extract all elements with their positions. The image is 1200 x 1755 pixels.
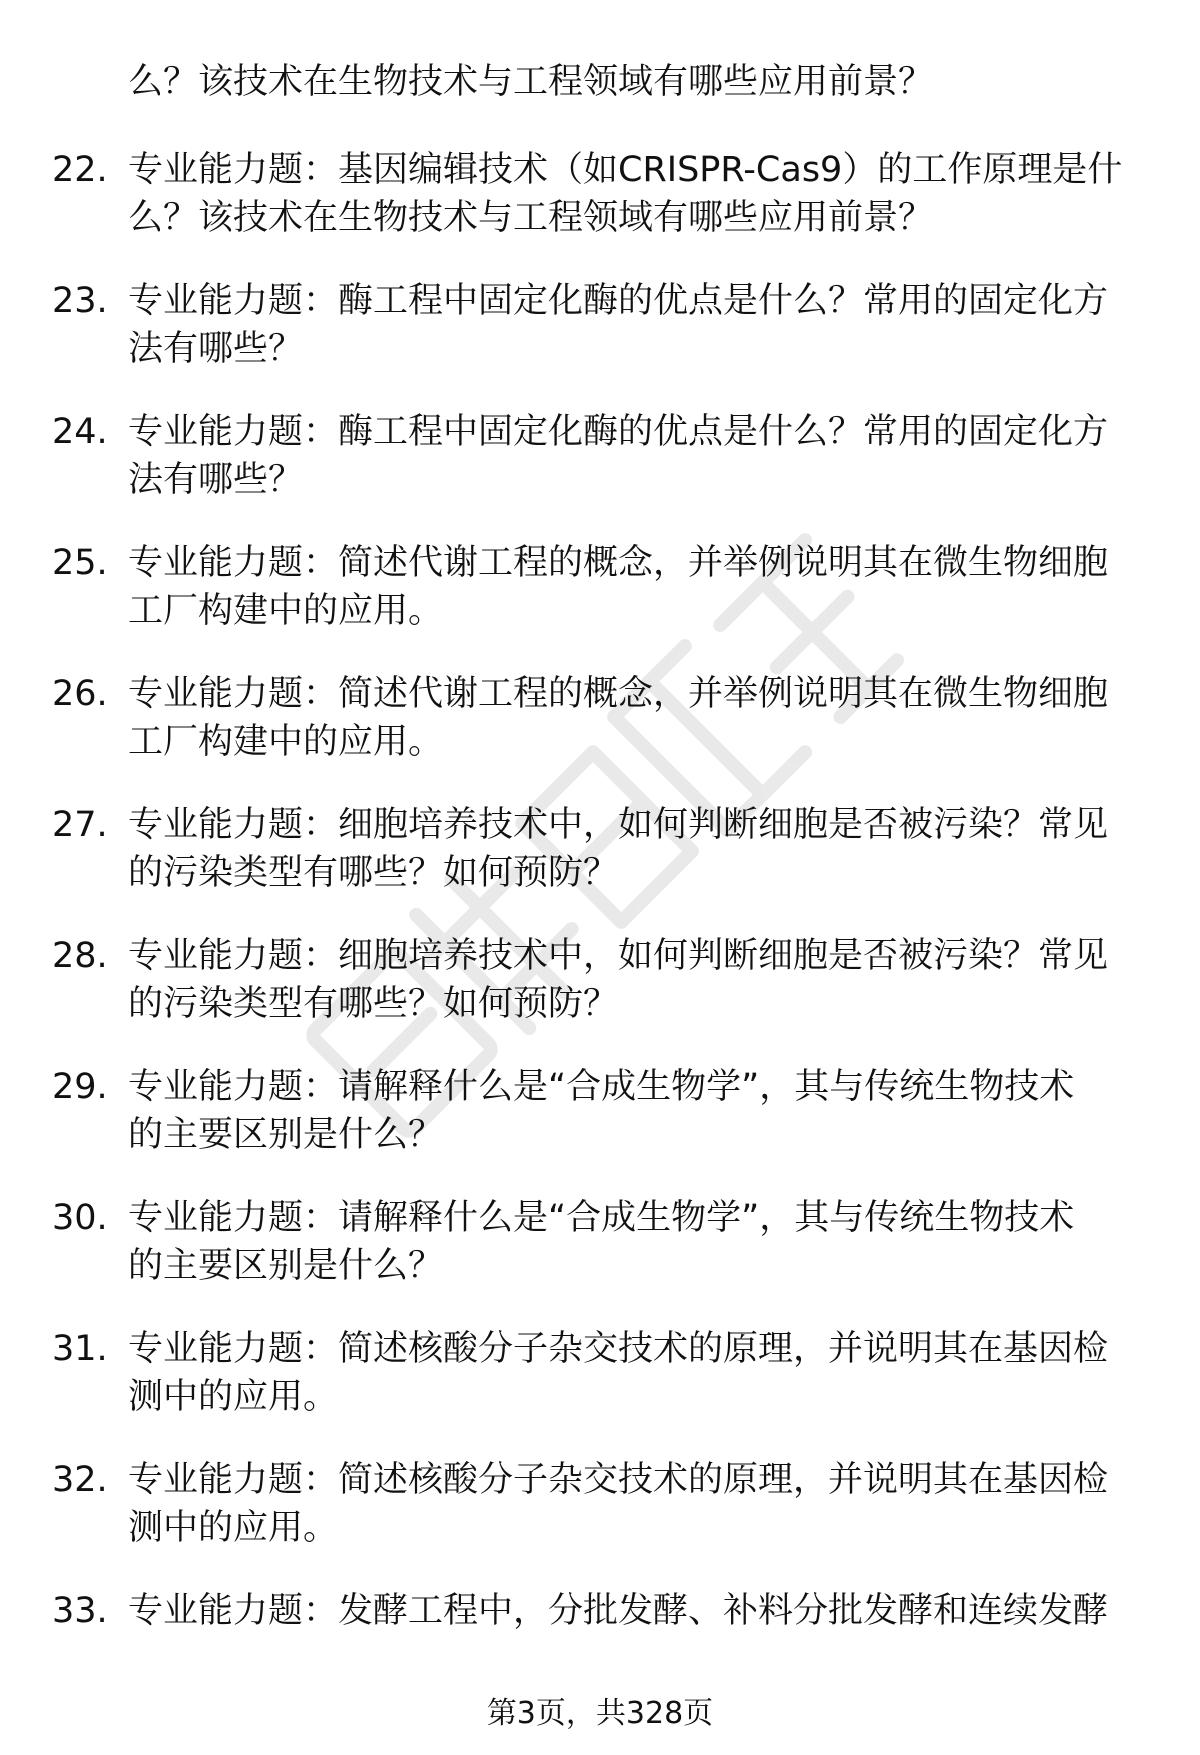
question-item (0, 932, 1200, 1063)
question-item (0, 277, 1200, 408)
question-text-line: 专业能力题：细胞培养技术中，如何判断细胞是否被污染？常见 (128, 805, 1109, 845)
question-item (0, 408, 1200, 539)
question-text-line: 专业能力题：请解释什么是“合成生物学”，其与传统生物技术 (128, 1198, 1075, 1238)
question-text-line: 的主要区别是什么？ (128, 1246, 444, 1286)
question-text (128, 1456, 1148, 1552)
question-number: 22. (52, 150, 108, 190)
question-number: 32. (52, 1460, 108, 1500)
question-text (128, 539, 1148, 635)
question-list (0, 146, 1200, 1718)
question-text-line: 专业能力题：基因编辑技术（如CRISPR-Cas9）的工作原理是什 (128, 150, 1123, 190)
question-item (0, 670, 1200, 801)
question-text-line: 专业能力题：简述核酸分子杂交技术的原理，并说明其在基因检 (128, 1329, 1109, 1369)
question-item (0, 539, 1200, 670)
question-text-line: 测中的应用。 (128, 1377, 339, 1417)
question-text-line: 专业能力题：简述代谢工程的概念，并举例说明其在微生物细胞 (128, 543, 1109, 583)
question-text-line: 法有哪些？ (128, 329, 304, 369)
question-number: 26. (52, 674, 108, 714)
question-text (128, 408, 1148, 504)
question-text-line: 专业能力题：简述代谢工程的概念，并举例说明其在微生物细胞 (128, 674, 1109, 714)
question-item (0, 146, 1200, 277)
question-text-line: 专业能力题：简述核酸分子杂交技术的原理，并说明其在基因检 (128, 1460, 1109, 1500)
question-text (128, 1063, 1148, 1159)
question-text-line: 专业能力题：酶工程中固定化酶的优点是什么？常用的固定化方 (128, 281, 1109, 321)
question-text (128, 146, 1148, 242)
question-text-line: 工厂构建中的应用。 (128, 591, 444, 631)
question-number: 25. (52, 543, 108, 583)
question-text-line: 的主要区别是什么？ (128, 1115, 444, 1155)
question-text-line: 专业能力题：酶工程中固定化酶的优点是什么？常用的固定化方 (128, 412, 1109, 452)
question-text-line: 么？该技术在生物技术与工程领域有哪些应用前景？ (128, 198, 934, 238)
question-text (128, 1587, 1148, 1635)
question-text-line: 测中的应用。 (128, 1508, 339, 1548)
question-text (128, 1194, 1148, 1290)
question-number: 23. (52, 281, 108, 321)
question-item (0, 1063, 1200, 1194)
question-item (0, 1325, 1200, 1456)
question-item (0, 1194, 1200, 1325)
question-number: 24. (52, 412, 108, 452)
question-text-line: 法有哪些？ (128, 460, 304, 500)
question-number: 27. (52, 805, 108, 845)
question-text-line: 的污染类型有哪些？如何预防？ (128, 853, 619, 893)
question-text (128, 670, 1148, 766)
question-number: 31. (52, 1329, 108, 1369)
question-text (128, 801, 1148, 897)
question-text-line: 专业能力题：发酵工程中，分批发酵、补料分批发酵和连续发酵 (128, 1591, 1109, 1631)
question-text-line: 专业能力题：请解释什么是“合成生物学”，其与传统生物技术 (128, 1067, 1075, 1107)
question-number: 29. (52, 1067, 108, 1107)
question-text-line: 专业能力题：细胞培养技术中，如何判断细胞是否被污染？常见 (128, 936, 1109, 976)
question-text (128, 932, 1148, 1028)
question-item (0, 801, 1200, 932)
question-text-line: 的污染类型有哪些？如何预防？ (128, 984, 619, 1024)
question-number: 28. (52, 936, 108, 976)
question-text (128, 277, 1148, 373)
page-footer: 第3页，共328页 (486, 1696, 714, 1731)
question-number: 33. (52, 1591, 108, 1631)
continuation-text: 么？该技术在生物技术与工程领域有哪些应用前景？ (128, 62, 934, 102)
question-text (128, 1325, 1148, 1421)
question-item (0, 1456, 1200, 1587)
question-number: 30. (52, 1198, 108, 1238)
question-text-line: 工厂构建中的应用。 (128, 722, 444, 762)
